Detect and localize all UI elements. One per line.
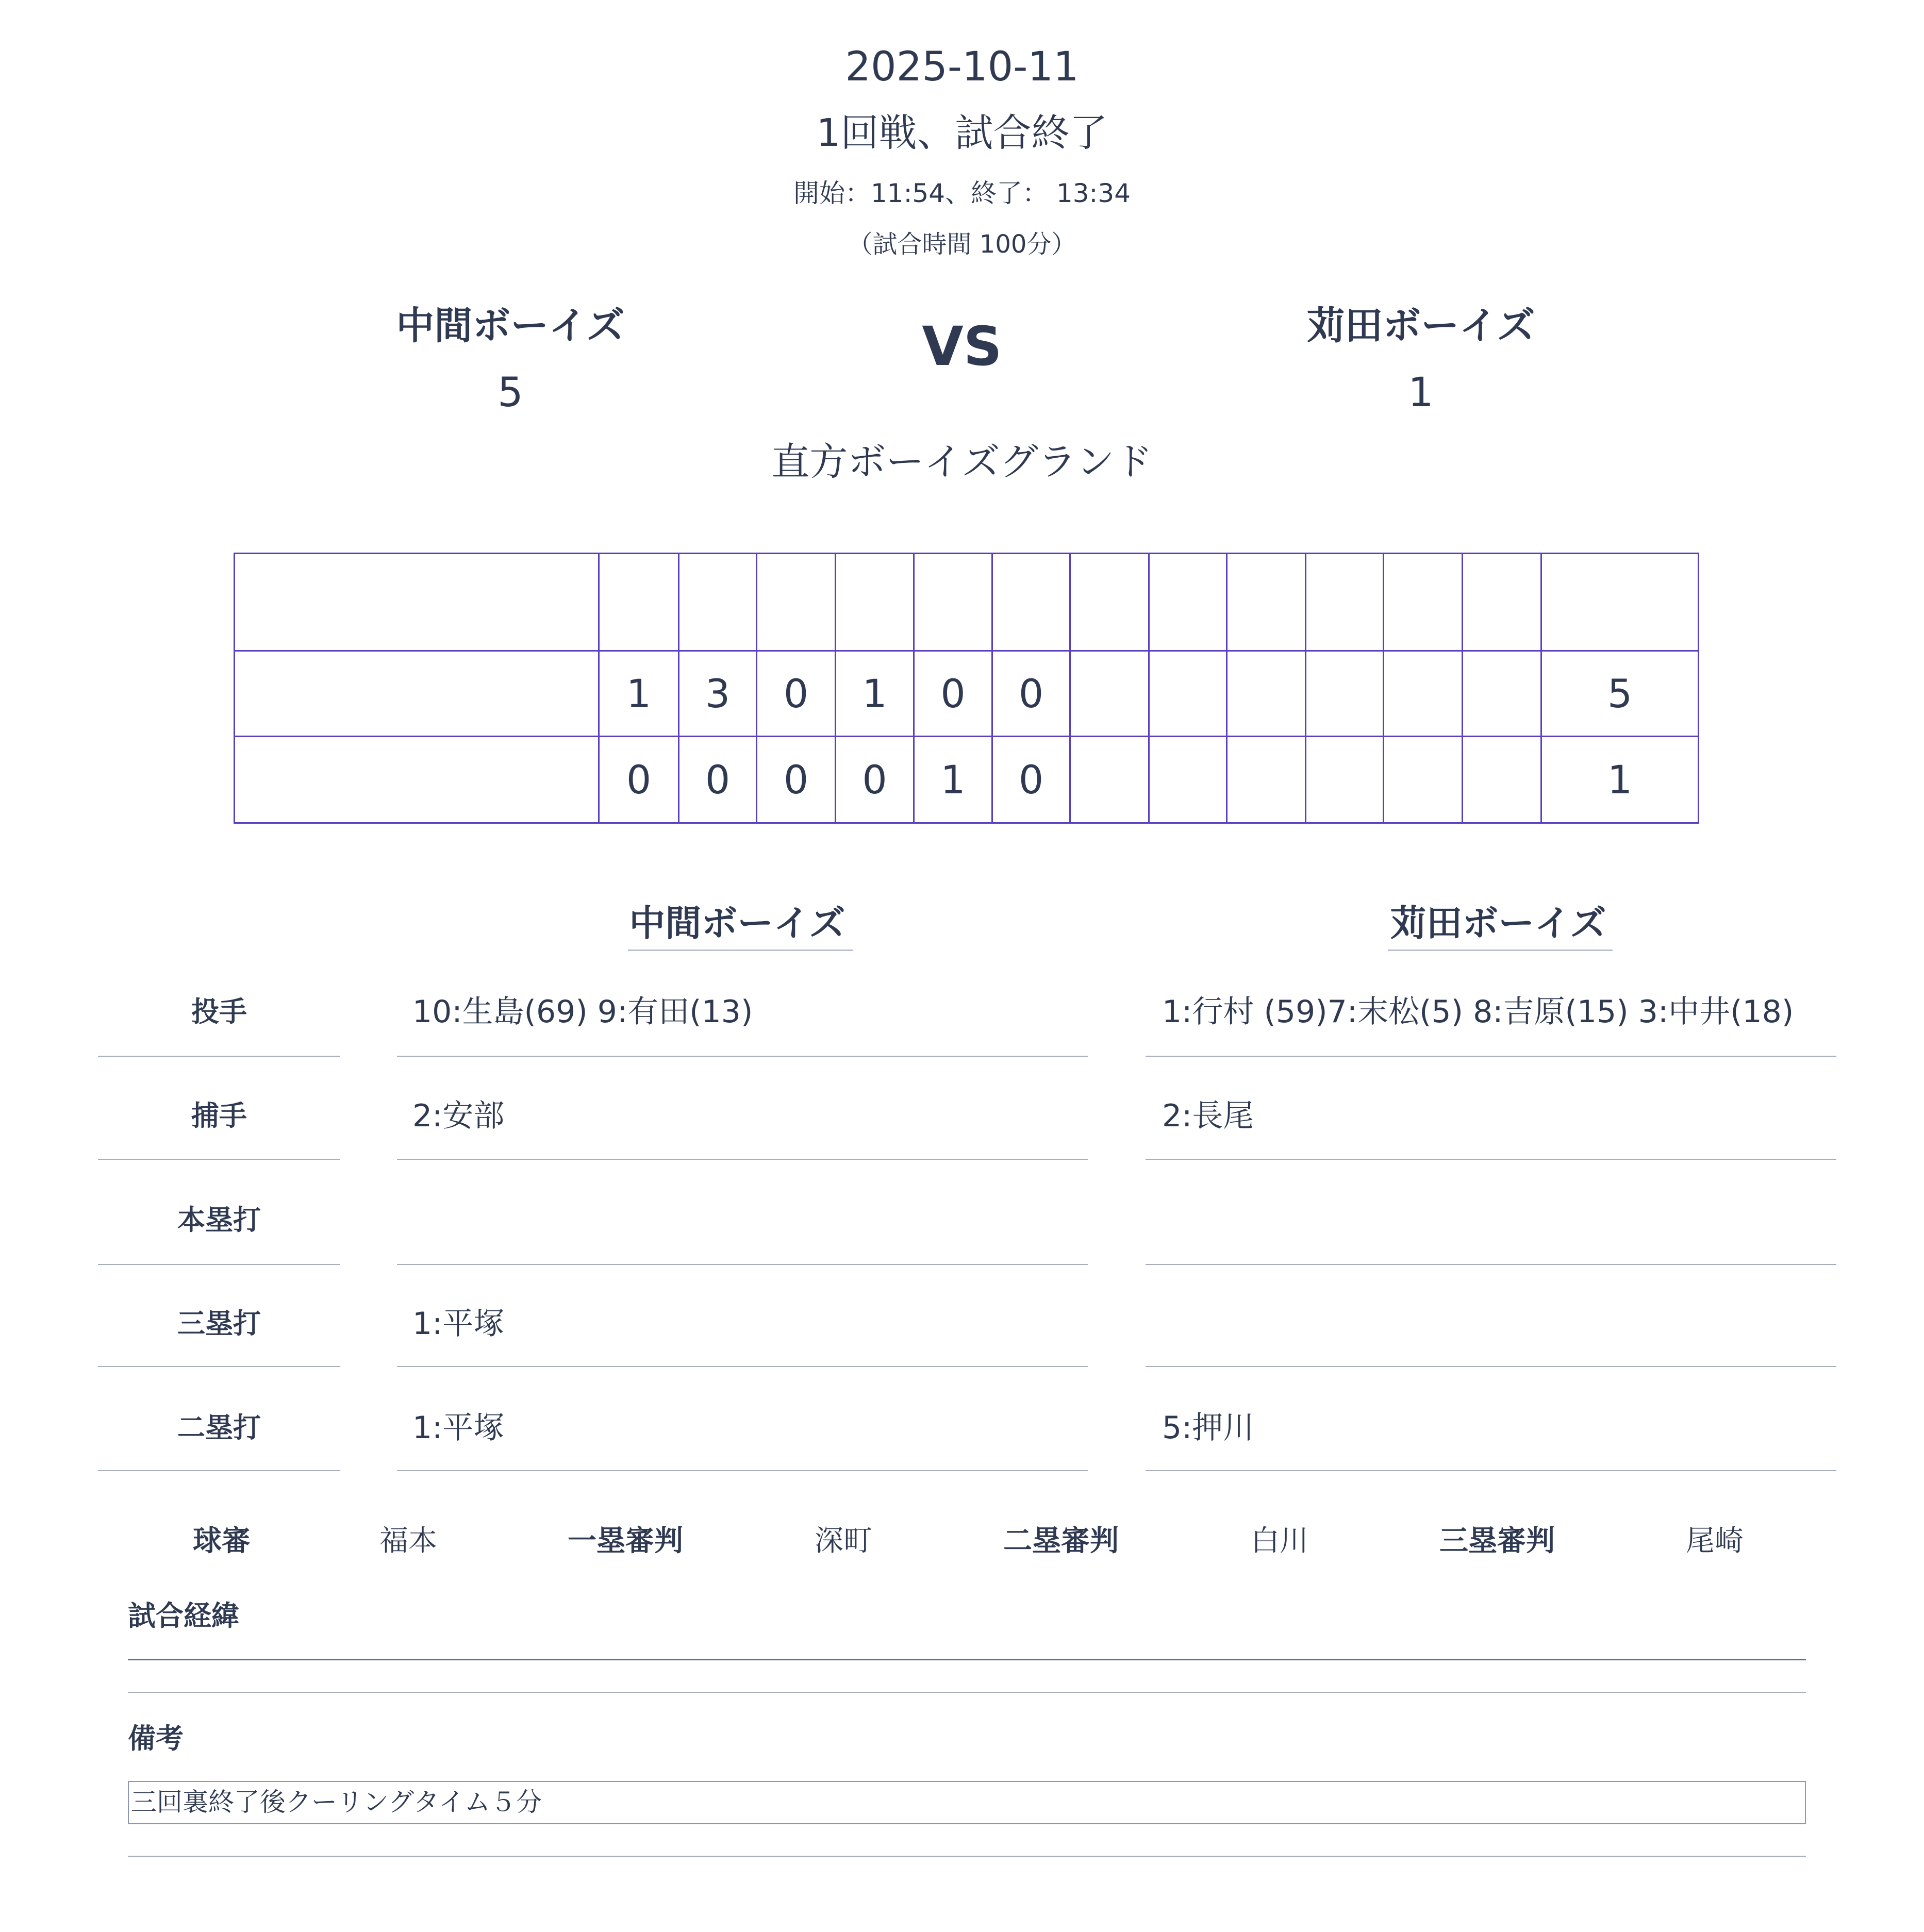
game-times: 開始：11:54、終了： 13:34 xyxy=(793,178,1131,208)
umpire-name: 白川 xyxy=(1251,1524,1308,1558)
scoreboard-header-cell xyxy=(1542,554,1698,652)
away-team-score: 1 xyxy=(1408,370,1434,416)
scoreboard-score-cell: 5 xyxy=(1542,652,1698,737)
scoreboard-header-cell xyxy=(1071,554,1150,652)
divider xyxy=(128,1856,1806,1857)
scoreboard-header-cell xyxy=(1463,554,1542,652)
remarks-field[interactable]: 三回裏終了後クーリングタイム５分 xyxy=(128,1781,1806,1824)
stat-home-value: 1:平塚 xyxy=(412,1306,505,1342)
stat-label: 捕手 xyxy=(191,1100,247,1132)
stats-away-team: 苅田ボーイズ xyxy=(1390,902,1606,944)
scoreboard-score-cell: 0 xyxy=(600,737,679,822)
umpire-role: 球審 xyxy=(193,1524,251,1558)
stat-away-value: 5:押川 xyxy=(1162,1410,1254,1446)
away-team-name: 苅田ボーイズ xyxy=(1306,304,1535,348)
scoreboard-score-cell: 1 xyxy=(600,652,679,737)
stat-divider xyxy=(1146,1366,1836,1367)
home-team-score: 5 xyxy=(497,370,523,416)
scoreboard-score-cell xyxy=(1150,737,1228,822)
scoreboard-score-cell: 0 xyxy=(993,652,1071,737)
stat-divider xyxy=(98,1366,340,1367)
scoreboard-header-cell xyxy=(915,554,993,652)
home-team-name: 中間ボーイズ xyxy=(396,304,625,348)
stat-divider xyxy=(397,1159,1088,1160)
stats-home-team: 中間ボーイズ xyxy=(629,902,845,944)
stat-home-value: 1:平塚 xyxy=(412,1410,505,1446)
scoreboard-score-cell xyxy=(1463,652,1542,737)
scoreboard-score-cell xyxy=(1071,737,1150,822)
stat-divider xyxy=(98,1470,340,1471)
scoreboard-score-cell xyxy=(1306,737,1384,822)
scoreboard-score-cell: 1 xyxy=(836,652,915,737)
stats-away-team-underline xyxy=(1388,950,1613,951)
scoreboard-score-cell xyxy=(1071,652,1150,737)
stat-label: 二塁打 xyxy=(177,1411,261,1444)
scoreboard-header-cell xyxy=(1150,554,1228,652)
game-summary-field[interactable] xyxy=(128,1659,1806,1660)
scoreboard-score-cell: 1 xyxy=(1607,757,1633,803)
stats-home-team-underline xyxy=(628,950,853,951)
scoreboard-score-cell: 0 xyxy=(757,652,836,737)
scoreboard-header-cell xyxy=(836,554,915,652)
stat-divider xyxy=(397,1056,1088,1057)
divider xyxy=(128,1692,1806,1693)
scoreboard-header-cell xyxy=(993,554,1071,652)
stat-divider xyxy=(98,1264,340,1265)
stat-divider xyxy=(1146,1264,1836,1265)
scoreboard-header-cell xyxy=(1384,554,1463,652)
stat-divider xyxy=(98,1159,340,1160)
scoreboard-score-cell xyxy=(1228,652,1306,737)
scoreboard-score-cell xyxy=(1384,652,1463,737)
stat-away-value: 2:長尾 xyxy=(1162,1098,1254,1134)
scoreboard-header-cell xyxy=(757,554,836,652)
scoreboard-score-cell xyxy=(1463,737,1542,822)
umpire-name: 尾崎 xyxy=(1686,1524,1744,1558)
stat-divider xyxy=(397,1366,1088,1367)
scoreboard-score-cell: 0 xyxy=(836,737,915,822)
stat-label: 三塁打 xyxy=(177,1307,261,1340)
game-summary-title: 試合経緯 xyxy=(128,1600,239,1632)
venue: 直方ボーイズグランド xyxy=(771,440,1153,484)
scoreboard-header-cell xyxy=(1228,554,1306,652)
scoreboard-table xyxy=(234,553,1699,824)
scoreboard-header-team xyxy=(235,554,600,652)
stat-divider xyxy=(397,1470,1088,1471)
scoreboard-team-cell xyxy=(235,652,600,737)
stat-home-value: 2:安部 xyxy=(412,1098,505,1134)
scoreboard-score-cell: 3 xyxy=(679,652,757,737)
umpires-row xyxy=(0,1521,1924,1562)
scoreboard-score-cell: 0 xyxy=(679,737,757,822)
umpire-role: 三塁審判 xyxy=(1439,1524,1555,1558)
scoreboard-score-cell xyxy=(1306,652,1384,737)
stat-home-value: 10:生島(69) 9:有田(13) xyxy=(412,994,753,1030)
round-status: 1回戦、試合終了 xyxy=(816,111,1108,155)
stat-label: 投手 xyxy=(191,995,247,1028)
remarks-title: 備考 xyxy=(128,1722,184,1755)
umpire-role: 一塁審判 xyxy=(568,1524,683,1558)
scoreboard-score-cell xyxy=(1228,737,1306,822)
game-date: 2025-10-11 xyxy=(845,44,1079,90)
umpire-name: 深町 xyxy=(815,1524,872,1558)
stat-label: 本塁打 xyxy=(177,1204,261,1236)
scoreboard-team-cell xyxy=(235,737,600,822)
scoreboard-score-cell: 0 xyxy=(915,652,993,737)
stat-divider xyxy=(1146,1056,1836,1057)
scoreboard-score-cell xyxy=(1150,652,1228,737)
scoreboard-header-cell xyxy=(679,554,757,652)
scoreboard-score-cell: 0 xyxy=(757,737,836,822)
scoreboard-score-cell: 0 xyxy=(993,737,1071,822)
stat-divider xyxy=(397,1264,1088,1265)
umpire-role: 二塁審判 xyxy=(1003,1524,1119,1558)
vs-label: VS xyxy=(922,315,1002,378)
stat-divider xyxy=(98,1056,340,1057)
stat-divider xyxy=(1146,1470,1836,1471)
scoreboard-score-cell xyxy=(1384,737,1463,822)
umpire-name: 福本 xyxy=(379,1524,437,1558)
stat-divider xyxy=(1146,1159,1836,1160)
game-duration: （試合時間 100分） xyxy=(848,230,1076,259)
scoreboard-header-cell xyxy=(600,554,679,652)
scoreboard-header-cell xyxy=(1306,554,1384,652)
scoreboard-score-cell: 1 xyxy=(915,737,993,822)
stat-away-value: 1:行村 (59)7:末松(5) 8:吉原(15) 3:中井(18) xyxy=(1162,994,1794,1030)
